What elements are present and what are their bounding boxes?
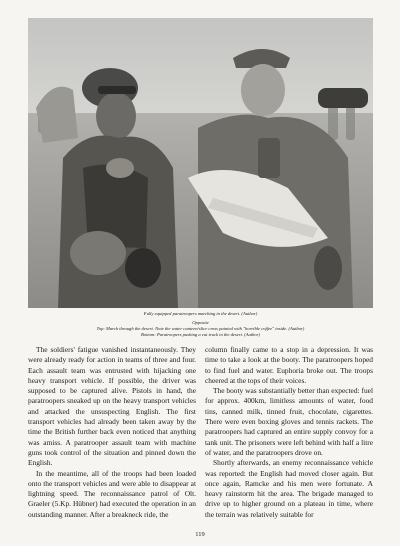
opposite-top-caption: Top: March through the desert. Note the water canteen/slice cross painted with "horrible coffee" inside. (Author) xyxy=(96,326,305,331)
paragraph: The soldiers' fatigue vanished instantaneously. They were already ready for action in teams of three and four. Each assault team was entrusted with hijacking one heavy transport vehicle. If possible, the driver was supposed to be captured alive. Pistols in hand, the paratroopers sneaked up on the heavy transport vehicles and attacked the unsuspecting English. The first transport vehicles had already been taken away by the time the British further back even noticed that anything was amiss. A paratrooper assault team with machine guns took control of the situation and pinned down the English. xyxy=(28,345,196,468)
paragraph: Shortly afterwards, an enemy reconnaissance vehicle was reported: the English had moved closer again. But once again, Ramcke and his men were fortunate. A heavy rainstorm hit the area. The brigade managed to drive up to higher ground on a plateau in time, where the terrain was relatively suitable for xyxy=(205,458,373,519)
paratroopers-photo-illustration xyxy=(28,18,373,308)
page-number: 119 xyxy=(195,531,205,538)
paragraph: In the meantime, all of the troops had been loaded onto the transport vehicles and were able to disappear at lightning speed. The reconnaissance patrol of Olt. Graeler (5.Kp. Hübner) had executed the operation in an outstanding manner. After a breakneck ride, the xyxy=(28,468,196,519)
opposite-bottom-caption: Bottom: Paratroopers pushing a cut truck in the desert. (Author) xyxy=(141,332,260,337)
paragraph: The booty was substantially better than expected: fuel for approx. 400km, limitless amounts of water, food tins, canned milk, tinned fruit, chocolate, cigarettes. There were even boxing gloves and tennis rackets. The paratroopers had captured an entire supply convoy for a tank unit. The prisoners were left behind with half a litre of water, and the paratroopers drove on. xyxy=(205,386,373,457)
opposite-heading: Opposite xyxy=(192,320,209,325)
opposite-caption-block xyxy=(28,320,373,338)
right-column xyxy=(205,345,373,530)
photo-paratroopers-desert xyxy=(28,18,373,308)
paragraph: column finally came to a stop in a depression. It was time to take a look at the booty. The paratroopers hoped to find fuel and water. Euphoria broke out. The troops cheered at the tops of their voices. xyxy=(205,345,373,385)
left-column xyxy=(28,345,196,530)
photo-caption: Fully equipped paratroopers marching in the desert. (Author) xyxy=(143,311,258,316)
body-text-columns xyxy=(28,345,373,530)
